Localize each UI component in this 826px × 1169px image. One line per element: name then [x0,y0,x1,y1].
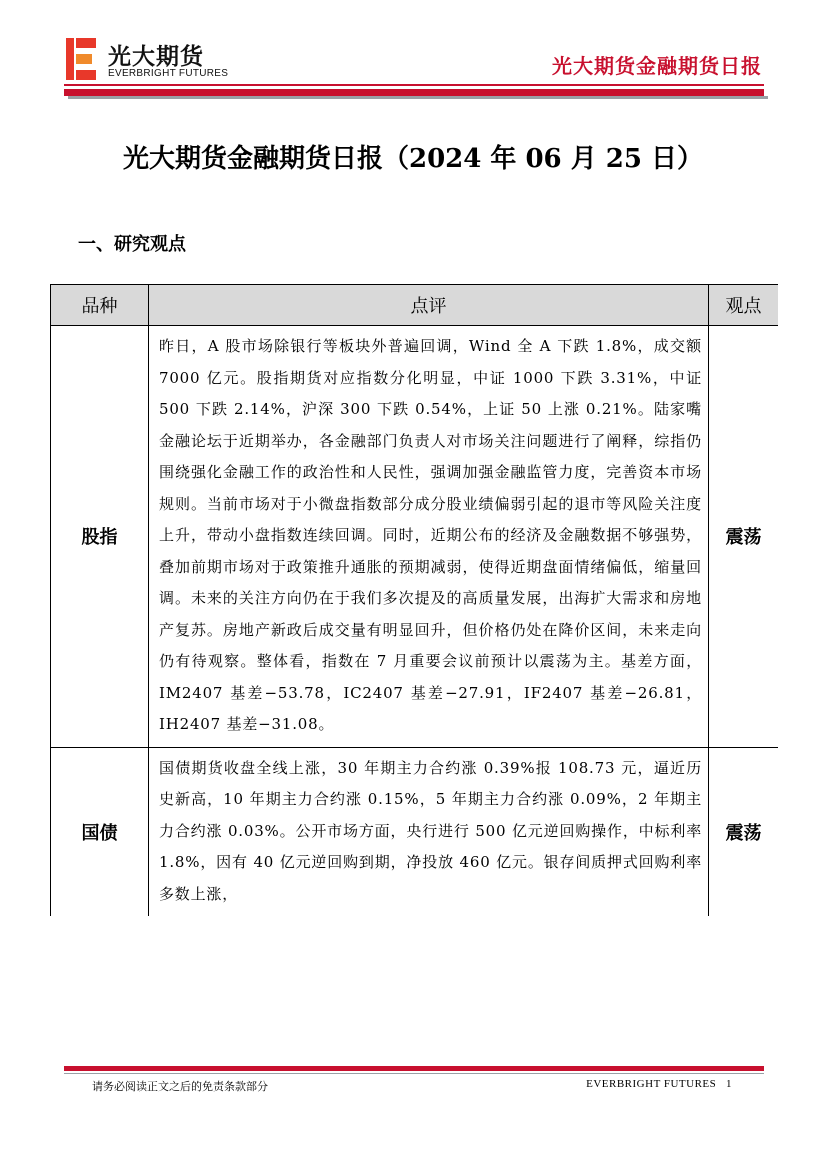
header-rule-shadow [68,96,768,99]
table-row [51,747,779,916]
row-category: 国债 [51,747,149,916]
header-rule [64,84,764,86]
header-category: 品种 [51,285,149,326]
logo-name-en: EVERBRIGHT FUTURES [108,68,229,79]
header-view: 观点 [709,285,779,326]
table-row [51,326,779,748]
company-logo [64,38,264,84]
report-name: 光大期货金融期货日报 [552,54,762,78]
header-rule-thick [64,89,764,96]
row-view: 震荡 [709,747,779,916]
row-comment: 昨日，A 股市场除银行等板块外普遍回调，Wind 全 A 下跌 1.8%，成交额 7000 亿元。股指期货对应指数分化明显，中证 1000 下跌 3.31%，中证 500 下跌 2.14%，沪深 300 下跌 0.54%，上证 50 上涨 0.21%。陆家嘴金融论坛于近期举办，各金融部门负责人对市场关注问题进行了阐释，综指仍围绕强化金融工作的政治性和人民性，强调加强金融监管力度，完善资本市场规则。当前市场对于小微盘指数部分成分股业绩偏弱引起的退市等风险关注度上升，带动小盘指数连续回调。同时，近期公布的经济及金融数据不够强势，叠加前期市场对于政策推升通胀的预期减弱，使得近期盘面情绪偏低，缩量回调。未来的关注方向仍在于我们多次提及的高质量发展，出海扩大需求和房地产复苏。房地产新政后成交量有明显回升，但价格仍处在降价区间，未来走向仍有待观察。整体看，指数在 7 月重要会议前预计以震荡为主。基差方面，IM2407 基差−53.78，IC2407 基差−27.91，IF2407 基差−26.81，IH2407 基差−31.08。 [149,326,709,748]
logo-name-cn: 光大期货 [108,44,204,70]
everbright-logo-icon [64,38,98,80]
footer-disclaimer: 请务必阅读正文之后的免责条款部分 [92,1080,268,1093]
header-comment: 点评 [149,285,709,326]
table-header-row [51,285,779,326]
row-view: 震荡 [709,326,779,748]
section-heading: 一、研究观点 [78,234,186,255]
footer-company-page [586,1078,732,1090]
research-table [50,284,778,1064]
footer-company: EVERBRIGHT FUTURES [586,1078,717,1090]
row-category: 股指 [51,326,149,748]
document-title: 光大期货金融期货日报（2024 年 06 月 25 日） [123,144,703,174]
row-comment: 国债期货收盘全线上涨，30 年期主力合约涨 0.39%报 108.73 元，逼近历史新高，10 年期主力合约涨 0.15%，5 年期主力合约涨 0.09%，2 年期主力合约涨 0.03%。公开市场方面，央行进行 500 亿元逆回购操作，中标利率 1.8%，因有 40 亿元逆回购到期，净投放 460 亿元。银存间质押式回购利率多数上涨， [149,747,709,916]
footer-rule [64,1066,764,1071]
page-number: 1 [726,1078,732,1090]
footer-rule-thin [64,1073,764,1074]
